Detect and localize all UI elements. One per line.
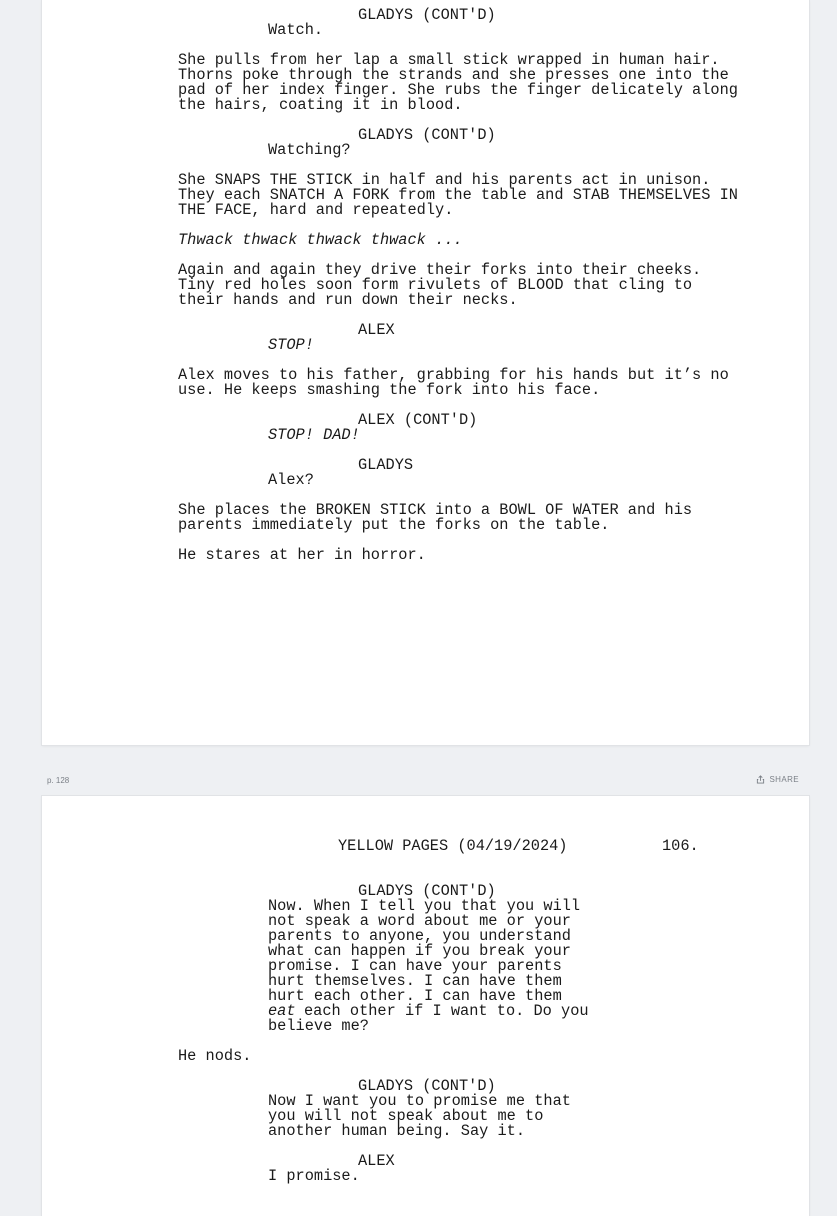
script-text: Alex? bbox=[268, 471, 314, 489]
script-page-current bbox=[42, 796, 809, 1216]
character-cue: GLADYS (CONT'D) bbox=[358, 882, 496, 900]
script-text: She SNAPS THE STICK in half and his parents act in unison. They each SNATCH A FORK from the table and STAB THEMSELVES IN THE FACE, hard and repeatedly. bbox=[178, 171, 738, 219]
italic-text: eat bbox=[268, 1002, 296, 1020]
character-cue: GLADYS (CONT'D) bbox=[358, 126, 496, 144]
page-toolbar bbox=[0, 772, 837, 790]
italic-text: STOP! DAD! bbox=[268, 426, 360, 444]
script-text: believe me? bbox=[268, 1017, 369, 1035]
share-icon bbox=[756, 775, 765, 784]
page-number-label: p. 128 bbox=[47, 776, 70, 785]
script-text: Alex moves to his father, grabbing for his hands but it’s no use. He keeps smashing the fork into his face. bbox=[178, 366, 729, 399]
script-text: Now I want you to promise me that you will not speak about me to another human being. Say it. bbox=[268, 1092, 571, 1140]
character-cue: ALEX bbox=[358, 321, 395, 339]
script-text: Watching? bbox=[268, 141, 351, 159]
script-text: She pulls from her lap a small stick wrapped in human hair. Thorns poke through the strands and she presses one into the pad of her index finger. She rubs the finger delicately along the hairs, coating it in blood. bbox=[178, 51, 738, 114]
character-cue: ALEX bbox=[358, 1152, 395, 1170]
script-page-number: 106. bbox=[662, 837, 699, 855]
script-text: I promise. bbox=[268, 1167, 360, 1185]
script-text: She places the BROKEN STICK into a BOWL OF WATER and his parents immediately put the forks on the table. bbox=[178, 501, 693, 534]
script-text: Again and again they drive their forks into their cheeks. Tiny red holes soon form rivulets of BLOOD that cling to their hands and run down their necks. bbox=[178, 261, 702, 309]
script-text: He stares at her in horror. bbox=[178, 546, 426, 564]
script-text: He nods. bbox=[178, 1047, 252, 1065]
character-cue: ALEX (CONT'D) bbox=[358, 411, 478, 429]
character-cue: GLADYS bbox=[358, 456, 414, 474]
script-text: Watch. bbox=[268, 21, 324, 39]
character-cue: GLADYS (CONT'D) bbox=[358, 6, 496, 24]
script-page-previous bbox=[42, 0, 809, 745]
italic-text: STOP! bbox=[268, 336, 314, 354]
character-cue: GLADYS (CONT'D) bbox=[358, 1077, 496, 1095]
share-button[interactable] bbox=[756, 775, 799, 784]
page-header: YELLOW PAGES (04/19/2024) bbox=[338, 837, 568, 855]
italic-text: Thwack thwack thwack thwack ... bbox=[178, 231, 463, 249]
script-text: each other if I want to. Do you bbox=[304, 1002, 589, 1020]
share-label: SHARE bbox=[769, 775, 799, 784]
script-text: Now. When I tell you that you will not speak a word about me or your parents to anyone, you understand what can happen if you break your promise. I can have your parents hurt themselves. I can have them hurt each other. I can have them bbox=[268, 897, 581, 1005]
